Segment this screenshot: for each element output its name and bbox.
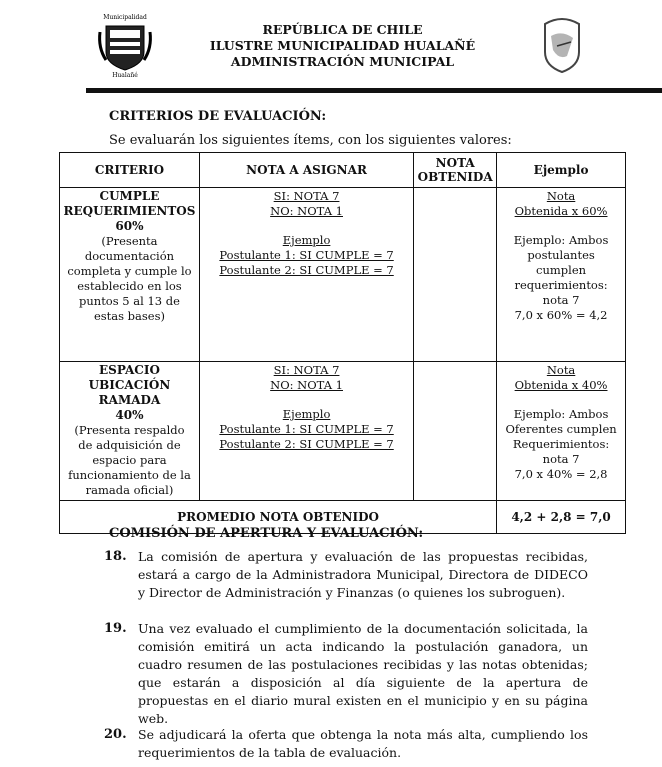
item-number: 19. xyxy=(104,621,127,636)
header-line-1: REPÚBLICA DE CHILE xyxy=(262,22,423,37)
nota-obtenida-cell xyxy=(414,362,497,501)
item-number: 20. xyxy=(104,727,127,742)
municipal-crest-logo xyxy=(96,12,154,78)
total-value: 4,2 + 2,8 = 7,0 xyxy=(497,501,626,534)
header-nota-obtenida: NOTA OBTENIDA xyxy=(414,153,497,188)
svg-text:Municipalidad: Municipalidad xyxy=(103,14,147,21)
paragraph-20: Se adjudicará la oferta que obtenga la nota más alta, cumpliendo los requerimientos de la tabla de evaluación. xyxy=(138,727,588,760)
header-line-2: ILUSTRE MUNICIPALIDAD HUALAÑÉ xyxy=(209,38,476,53)
paragraph-18: La comisión de apertura y evaluación de las propuestas recibidas, estará a cargo de la Administradora Municipal, Directora de DIDECO y Director de Administración y Finanzas (o quienes los subroguen). xyxy=(138,549,588,600)
nota-asignar-cell: SI: NOTA 7 NO: NOTA 1 Ejemplo Postulante 1: SI CUMPLE = 7 Postulante 2: SI CUMPLE = 7 xyxy=(199,362,413,501)
item-number: 18. xyxy=(104,549,127,564)
table-row xyxy=(60,362,626,501)
table-header-row xyxy=(60,153,626,188)
criterio-cell: ESPACIO UBICACIÓN RAMADA 40% (Presenta respaldo de adquisición de espacio para funcionamiento de la ramada oficial) xyxy=(60,362,200,501)
criterios-title: CRITERIOS DE EVALUACIÓN: xyxy=(109,109,327,124)
nota-asignar-cell: SI: NOTA 7 NO: NOTA 1 Ejemplo Postulante 1: SI CUMPLE = 7 Postulante 2: SI CUMPLE = 7 xyxy=(199,188,413,362)
header-ejemplo: Ejemplo xyxy=(497,153,626,188)
header-nota-asignar: NOTA A ASIGNAR xyxy=(199,153,413,188)
header-criterio: CRITERIO xyxy=(60,153,200,188)
svg-text:Hualañé: Hualañé xyxy=(112,72,138,78)
evaluation-table xyxy=(59,152,626,534)
table-row xyxy=(60,188,626,362)
header-line-3: ADMINISTRACIÓN MUNICIPAL xyxy=(230,54,455,69)
total-label: PROMEDIO NOTA OBTENIDO xyxy=(60,501,497,534)
ejemplo-cell: Nota Obtenida x 40% Ejemplo: Ambos Oferentes cumplen Requerimientos: nota 7 7,0 x 40% = 2,8 xyxy=(497,362,626,501)
header-divider xyxy=(86,88,662,93)
nota-obtenida-cell xyxy=(414,188,497,362)
paragraph-19: Una vez evaluado el cumplimiento de la documentación solicitada, la comisión emitirá un acta indicando la postulación ganadora, un cuadro resumen de las postulaciones recibidas y las notas obtenidas; que estarán a disposición al día siguiente de la apertura de propuestas en el diario mural existen en el municipio y en su página web. xyxy=(138,621,588,726)
criterio-cell: CUMPLE REQUERIMIENTOS 60% (Presenta documentación completa y cumple lo establecido en los puntos 5 al 13 de estas bases) xyxy=(60,188,200,362)
header-title xyxy=(170,22,515,70)
seal-logo xyxy=(537,16,587,74)
ejemplo-cell: Nota Obtenida x 60% Ejemplo: Ambos postulantes cumplen requerimientos: nota 7 7,0 x 60% = 4,2 xyxy=(497,188,626,362)
comision-title: COMISIÓN DE APERTURA Y EVALUACIÓN: xyxy=(109,526,424,541)
page-header xyxy=(0,0,662,92)
criterios-intro: Se evaluarán los siguientes ítems, con los siguientes valores: xyxy=(109,133,512,148)
